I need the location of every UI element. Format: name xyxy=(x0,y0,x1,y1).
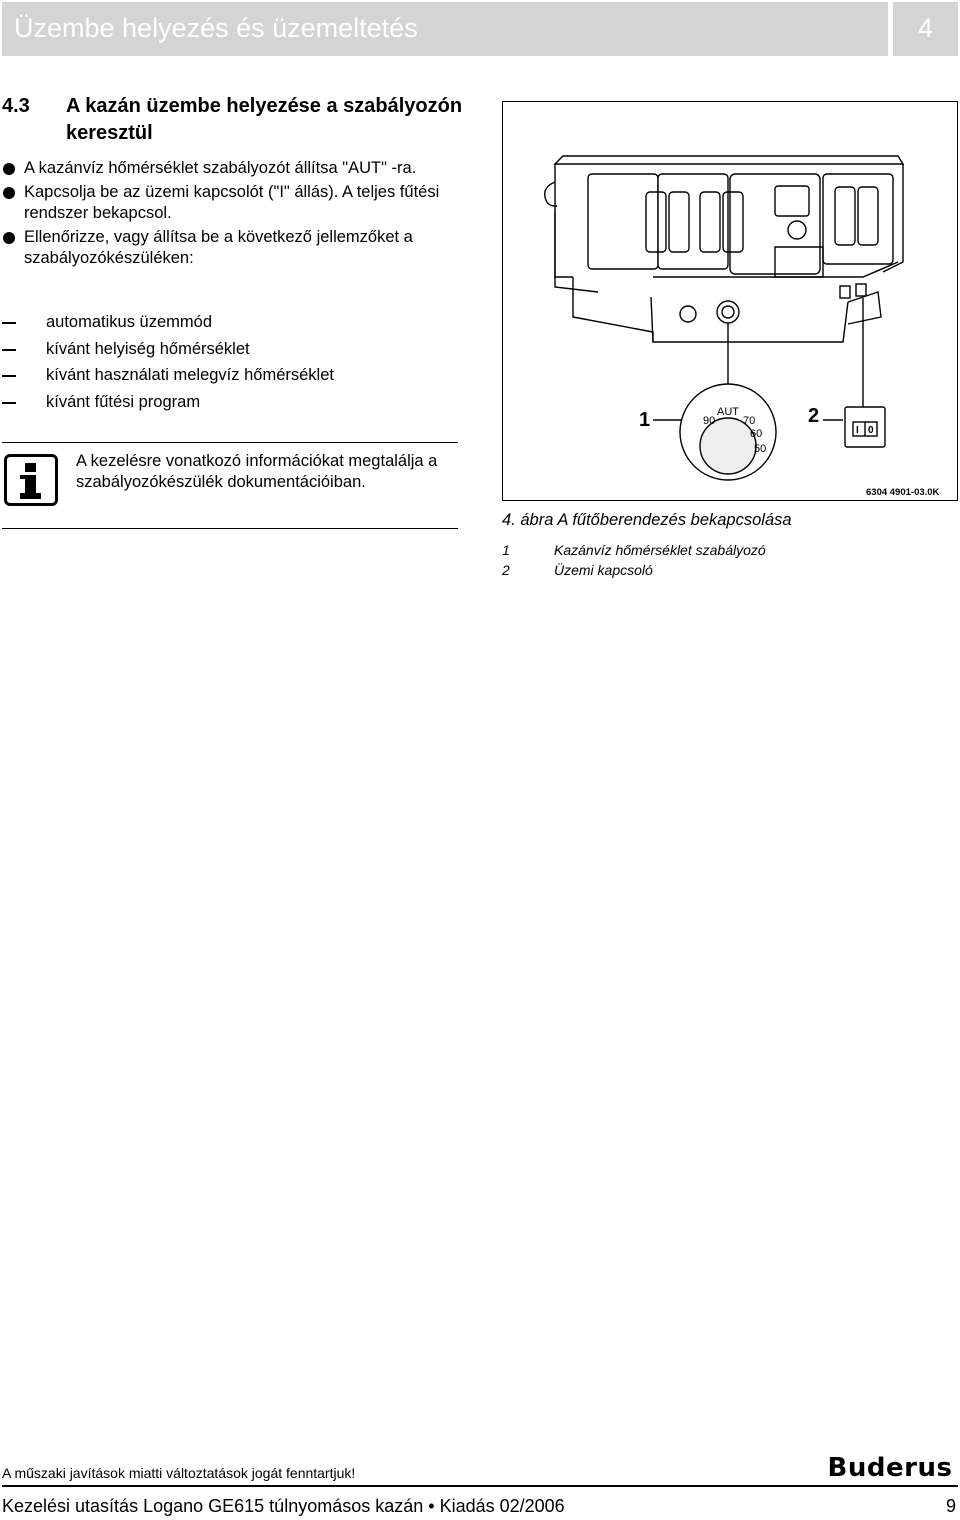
list-item-text: kívánt használati melegvíz hőmérséklet xyxy=(46,366,334,384)
header-bar xyxy=(2,2,888,56)
list-item-text: kívánt helyiség hőmérséklet xyxy=(46,339,250,358)
switch-label-on: I xyxy=(856,425,859,436)
list-item xyxy=(2,392,472,419)
note-divider-top xyxy=(2,442,458,443)
callout-2: 2 xyxy=(808,405,820,427)
switch-label-off: 0 xyxy=(868,425,874,436)
step-text: Ellenőrizze, vagy állítsa be a következő jellemzőket a szabályozókészüléken: xyxy=(24,228,413,267)
bullet-icon xyxy=(3,163,15,175)
section-title: A kazán üzembe helyezése a szabályozón keresztül xyxy=(66,95,463,144)
dial-label-70: 70 xyxy=(743,415,756,427)
footer-divider xyxy=(2,1485,958,1487)
step-text: Kapcsolja be az üzemi kapcsolót ("I" állás). A teljes fűtési rendszer bekapcsol. xyxy=(24,183,440,222)
control-panel-illustration xyxy=(503,102,957,500)
info-icon xyxy=(4,454,58,506)
step-item xyxy=(2,182,472,224)
settings-list xyxy=(2,312,472,418)
page-header-title: Üzembe helyezés és üzemeltetés xyxy=(14,13,418,43)
list-item xyxy=(2,312,472,339)
chapter-number: 4 xyxy=(917,13,934,43)
legend-number: 2 xyxy=(502,562,510,578)
bullet-icon xyxy=(3,232,15,244)
legend-text: Kazánvíz hőmérséklet szabályozó xyxy=(554,542,766,558)
dial-label-aut: AUT xyxy=(717,406,739,418)
footer-note: A műszaki javítások miatti változtatások jogát fenntartjuk! xyxy=(2,1465,356,1481)
dash-icon xyxy=(2,375,16,377)
list-item xyxy=(2,365,472,392)
note-divider-bottom xyxy=(2,528,458,529)
dash-icon xyxy=(2,349,16,351)
brand-name: Buderus xyxy=(827,1453,953,1483)
chapter-box xyxy=(893,2,958,56)
list-item xyxy=(2,339,472,366)
note-text: A kezelésre vonatkozó információkat megtalálja a szabályozókészülék dokumentációiban. xyxy=(76,452,438,491)
step-item xyxy=(2,158,472,179)
legend-text: Üzemi kapcsoló xyxy=(554,562,653,578)
figure-code: 6304 4901-03.0K xyxy=(866,487,940,498)
section-number: 4.3 xyxy=(2,95,30,117)
figure-frame xyxy=(502,101,958,501)
footer-document-info: Kezelési utasítás Logano GE615 túlnyomásos kazán • Kiadás 02/2006 xyxy=(2,1496,565,1516)
list-item-text: kívánt fűtési program xyxy=(46,392,201,411)
figure-caption: 4. ábra A fűtőberendezés bekapcsolása xyxy=(502,511,792,529)
dash-icon xyxy=(2,322,16,324)
dash-icon xyxy=(2,402,16,404)
callout-1: 1 xyxy=(639,409,651,431)
legend-number: 1 xyxy=(502,542,510,558)
list-item-text: automatikus üzemmód xyxy=(46,313,212,331)
brand-logo xyxy=(822,1455,958,1481)
step-text: A kazánvíz hőmérséklet szabályozót állítsa "AUT" -ra. xyxy=(24,159,417,177)
dial-label-60: 60 xyxy=(750,428,763,440)
page-number: 9 xyxy=(945,1496,956,1516)
dial-label-50: 50 xyxy=(754,443,767,455)
dial-label-90: 90 xyxy=(703,415,716,427)
step-item xyxy=(2,227,472,269)
bullet-icon xyxy=(3,187,15,199)
step-list xyxy=(2,158,472,272)
